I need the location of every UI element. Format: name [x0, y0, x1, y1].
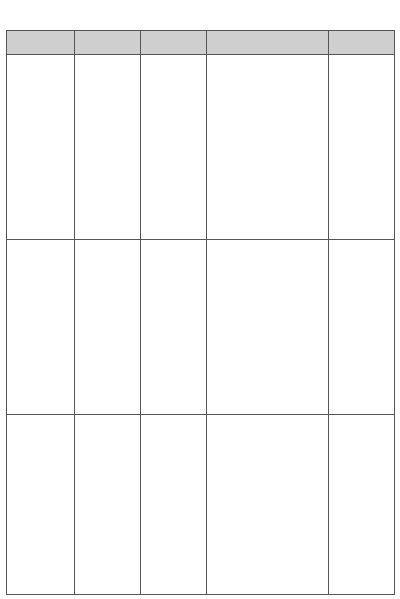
table-cell: [207, 240, 329, 415]
table-cell: [329, 55, 395, 240]
table-cell: [75, 55, 141, 240]
header-row: [7, 31, 395, 55]
table-cell: [75, 415, 141, 595]
table-cell: [329, 240, 395, 415]
info-table: [6, 30, 395, 595]
table-cell: [7, 55, 75, 240]
header-cell: [207, 31, 329, 55]
table-cell: [7, 240, 75, 415]
table-cell: [141, 415, 207, 595]
header-cell: [141, 31, 207, 55]
header-cell: [75, 31, 141, 55]
table-cell: [7, 415, 75, 595]
table-cell: [75, 240, 141, 415]
header-cell: [7, 31, 75, 55]
table-row: [7, 240, 395, 415]
table-row: [7, 415, 395, 595]
table-row: [7, 55, 395, 240]
table-cell: [329, 415, 395, 595]
table-cell: [207, 415, 329, 595]
table-cell: [207, 55, 329, 240]
table-cell: [141, 240, 207, 415]
header-cell: [329, 31, 395, 55]
table-title: [6, 4, 394, 30]
table-cell: [141, 55, 207, 240]
